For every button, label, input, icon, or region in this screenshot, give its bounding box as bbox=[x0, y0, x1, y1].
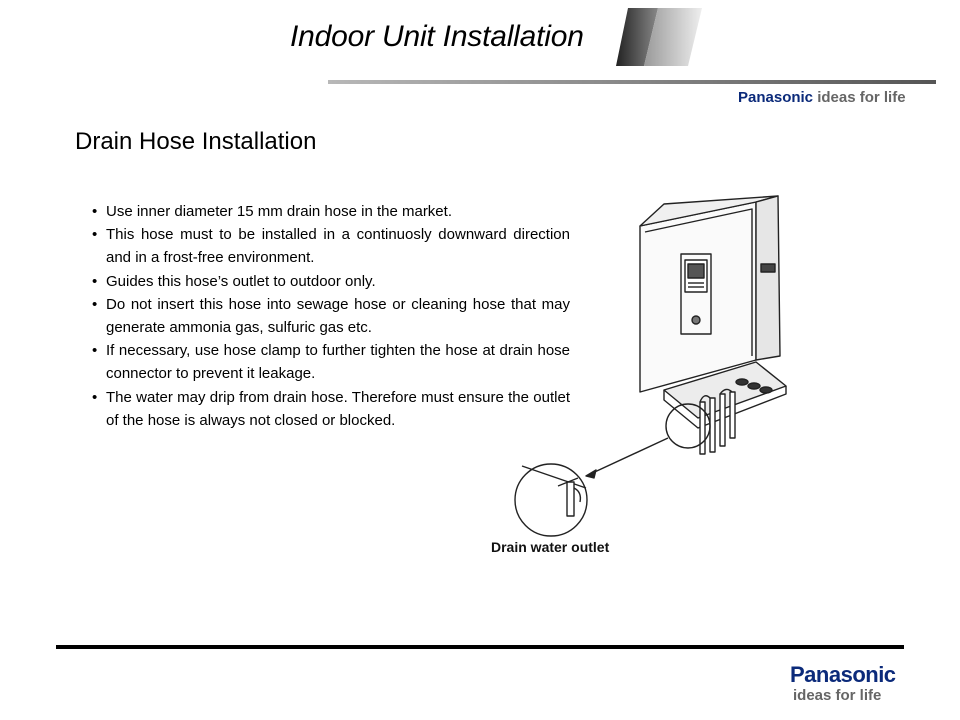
header-brand-tagline: ideas for life bbox=[817, 89, 906, 106]
footer-brand-name: Panasonic bbox=[790, 662, 896, 687]
footer-brand-tagline: ideas for life bbox=[793, 687, 882, 704]
header-brand-logo bbox=[738, 89, 906, 106]
indoor-unit-illustration bbox=[488, 188, 808, 560]
instruction-item: • The water may drip from drain hose. Therefore must ensure the outlet of the hose is always not closed or blocked. bbox=[92, 386, 570, 432]
instruction-item: • If necessary, use hose clamp to further tighten the hose at drain hose connector to prevent it leakage. bbox=[92, 339, 570, 385]
instruction-item: • Use inner diameter 15 mm drain hose in the market. bbox=[92, 200, 570, 223]
instruction-item: • This hose must to be installed in a continuosly downward direction and in a frost-free environment. bbox=[92, 223, 570, 269]
instruction-item: • Guides this hose’s outlet to outdoor only. bbox=[92, 270, 570, 293]
page-title: Indoor Unit Installation bbox=[290, 20, 584, 53]
footer-divider bbox=[56, 645, 904, 649]
footer-brand-logo bbox=[790, 663, 910, 705]
header-divider bbox=[328, 80, 936, 84]
instruction-item: • Do not insert this hose into sewage hose or cleaning hose that may generate ammonia gas, sulfuric gas etc. bbox=[92, 293, 570, 339]
section-title: Drain Hose Installation bbox=[75, 128, 317, 155]
header-decoration bbox=[610, 4, 710, 72]
figure-caption: Drain water outlet bbox=[491, 539, 610, 555]
header-brand-name: Panasonic bbox=[738, 89, 814, 106]
